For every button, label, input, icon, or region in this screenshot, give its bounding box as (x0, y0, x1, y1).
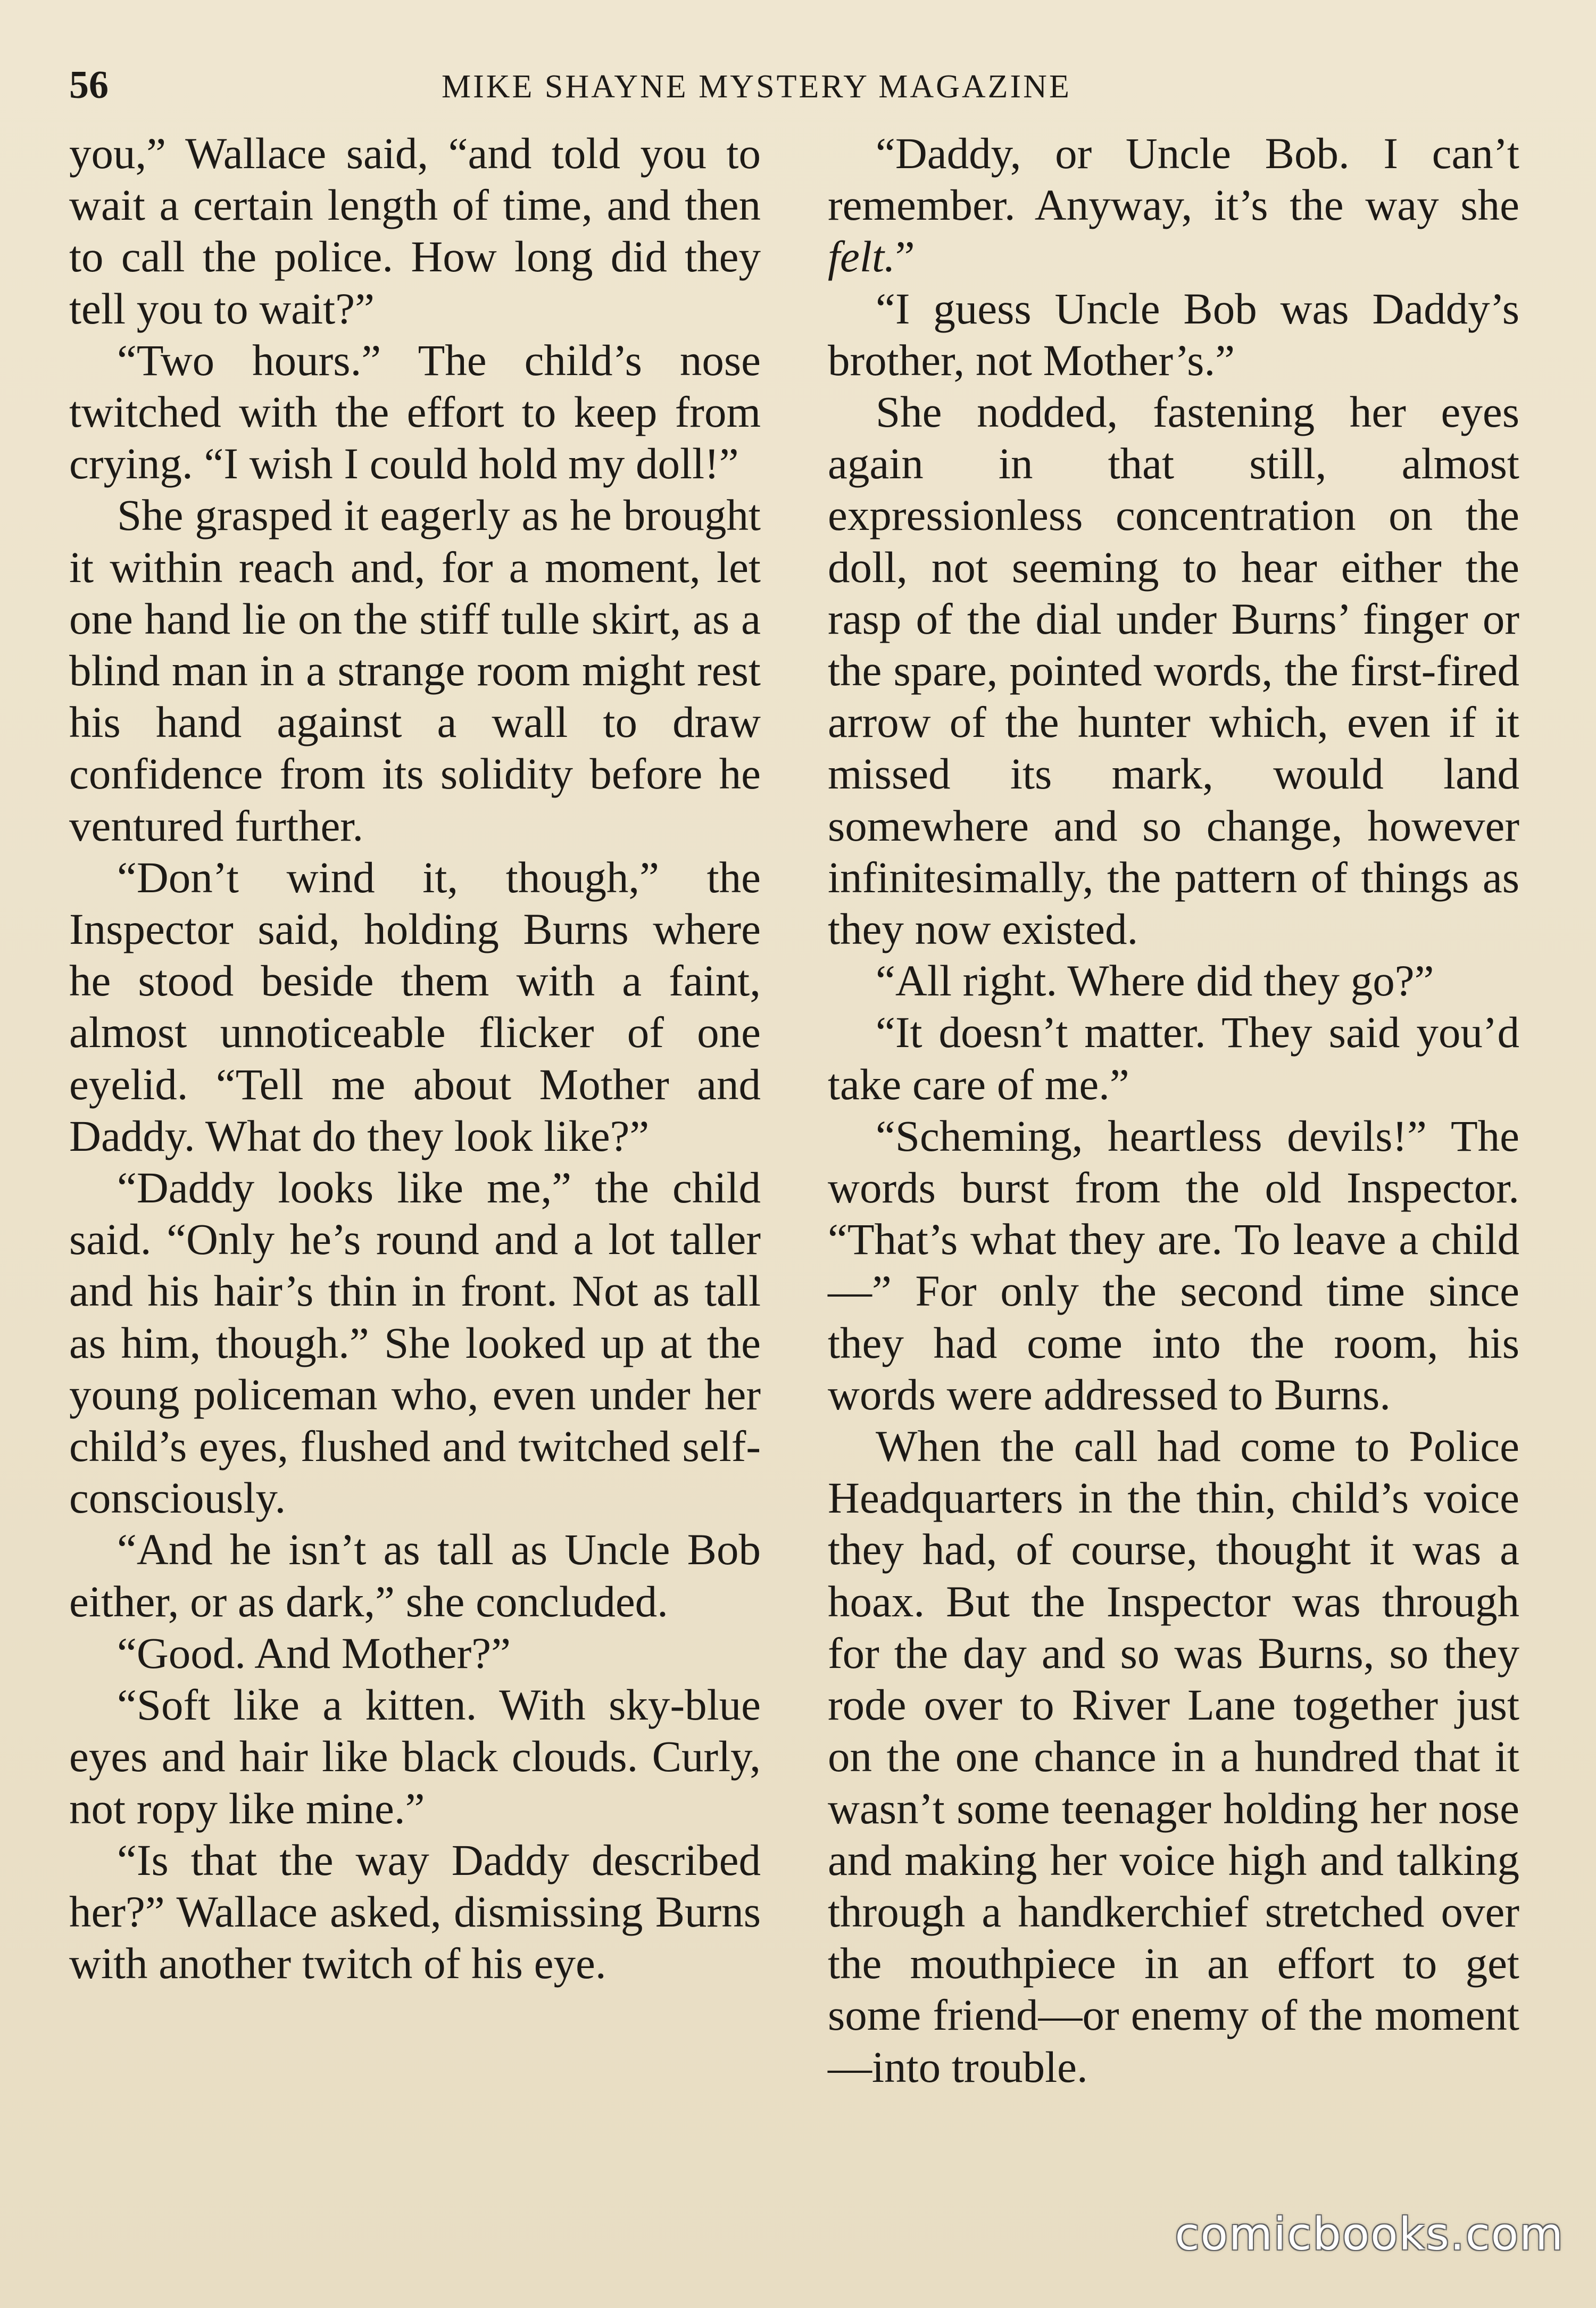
paragraph: She grasped it eagerly as he brought it within reach and, for a moment, let one hand lie on the stiff tulle skirt, as a blind man in a strange room might rest his hand against a wall to draw confidence from its solidity before he ventured further. (69, 491, 761, 850)
paragraph: When the call had come to Police Headquarters in the thin, child’s voice they had, of course, thought it was a hoax. But the Inspector was through for the day and so was Burns, so they rode over to River Lane together just on the one chance in a hundred that it wasn’t some teenager holding her nose and making her voice high and talking through a handkerchief stretched over the mouthpiece in an effort to get some friend—or enemy of the moment —into trouble. (828, 1422, 1519, 2091)
paragraph: “And he isn’t as tall as Uncle Bob either, or as dark,” she concluded. (69, 1525, 761, 1626)
page-header (69, 59, 1527, 117)
paragraph: “Good. And Mother?” (117, 1628, 511, 1678)
running-head: MIKE SHAYNE MYSTERY MAGAZINE (442, 69, 1071, 105)
paragraph: She nodded, fastening her eyes again in that still, almost expressionless concentration on the doll, not seeming to hear either the rasp of the dial under Burns’ finger or the spare, pointed words, the first-fired arrow of the hunter which, even if it missed its mark, would land somewhere and so change, however infinitesimally, the pattern of things as they now existed. (828, 387, 1519, 954)
paragraph: “Soft like a kitten. With sky-blue eyes and hair like black clouds. Curly, not ropy like mine.” (69, 1680, 761, 1833)
paragraph: “All right. Where did they go?” (876, 956, 1434, 1006)
watermark: comicbooks.com (1175, 2208, 1564, 2260)
paragraph: “Don’t wind it, though,” the Inspector said, holding Burns where he stood beside them with a faint, almost unnoticeable flicker of one eyelid. “Tell me about Mother and Daddy. What do they look like?” (69, 852, 761, 1160)
italic-word: felt. (828, 232, 895, 281)
paragraph: “I guess Uncle Bob was Daddy’s brother, not Mother’s.” (828, 284, 1519, 385)
paragraph (828, 128, 1519, 283)
paragraph: “It doesn’t matter. They said you’d take care of me.” (828, 1008, 1519, 1109)
paragraph: “Two hours.” The child’s nose twitched with the effort to keep from crying. “I wish I could hold my doll!” (69, 335, 761, 488)
page-number: 56 (69, 63, 109, 107)
left-text-column (69, 128, 761, 1989)
paragraph-text: “Daddy, or Uncle Bob. I can’t remember. Anyway, it’s the way she (828, 129, 1519, 230)
closing-quote: ” (895, 232, 915, 281)
paragraph: “Daddy looks like me,” the child said. “Only he’s round and a lot taller and his hair’s thin in front. Not as tall as him, though.” She looked up at the young policeman who, even under her child’s eyes, flushed and twitched self-consciously. (69, 1163, 761, 1523)
paragraph: “Is that the way Daddy described her?” Wallace asked, dismissing Burns with another twitch of his eye. (69, 1835, 761, 1988)
right-text-column (828, 128, 1519, 2093)
paragraph: you,” Wallace said, “and told you to wait a certain length of time, and then to call the police. How long did they tell you to wait?” (69, 129, 761, 333)
paragraph: “Scheming, heartless devils!” The words burst from the old Inspector. “That’s what they are. To leave a child—” For only the second time since they had come into the room, his words were addressed to Burns. (828, 1111, 1519, 1419)
